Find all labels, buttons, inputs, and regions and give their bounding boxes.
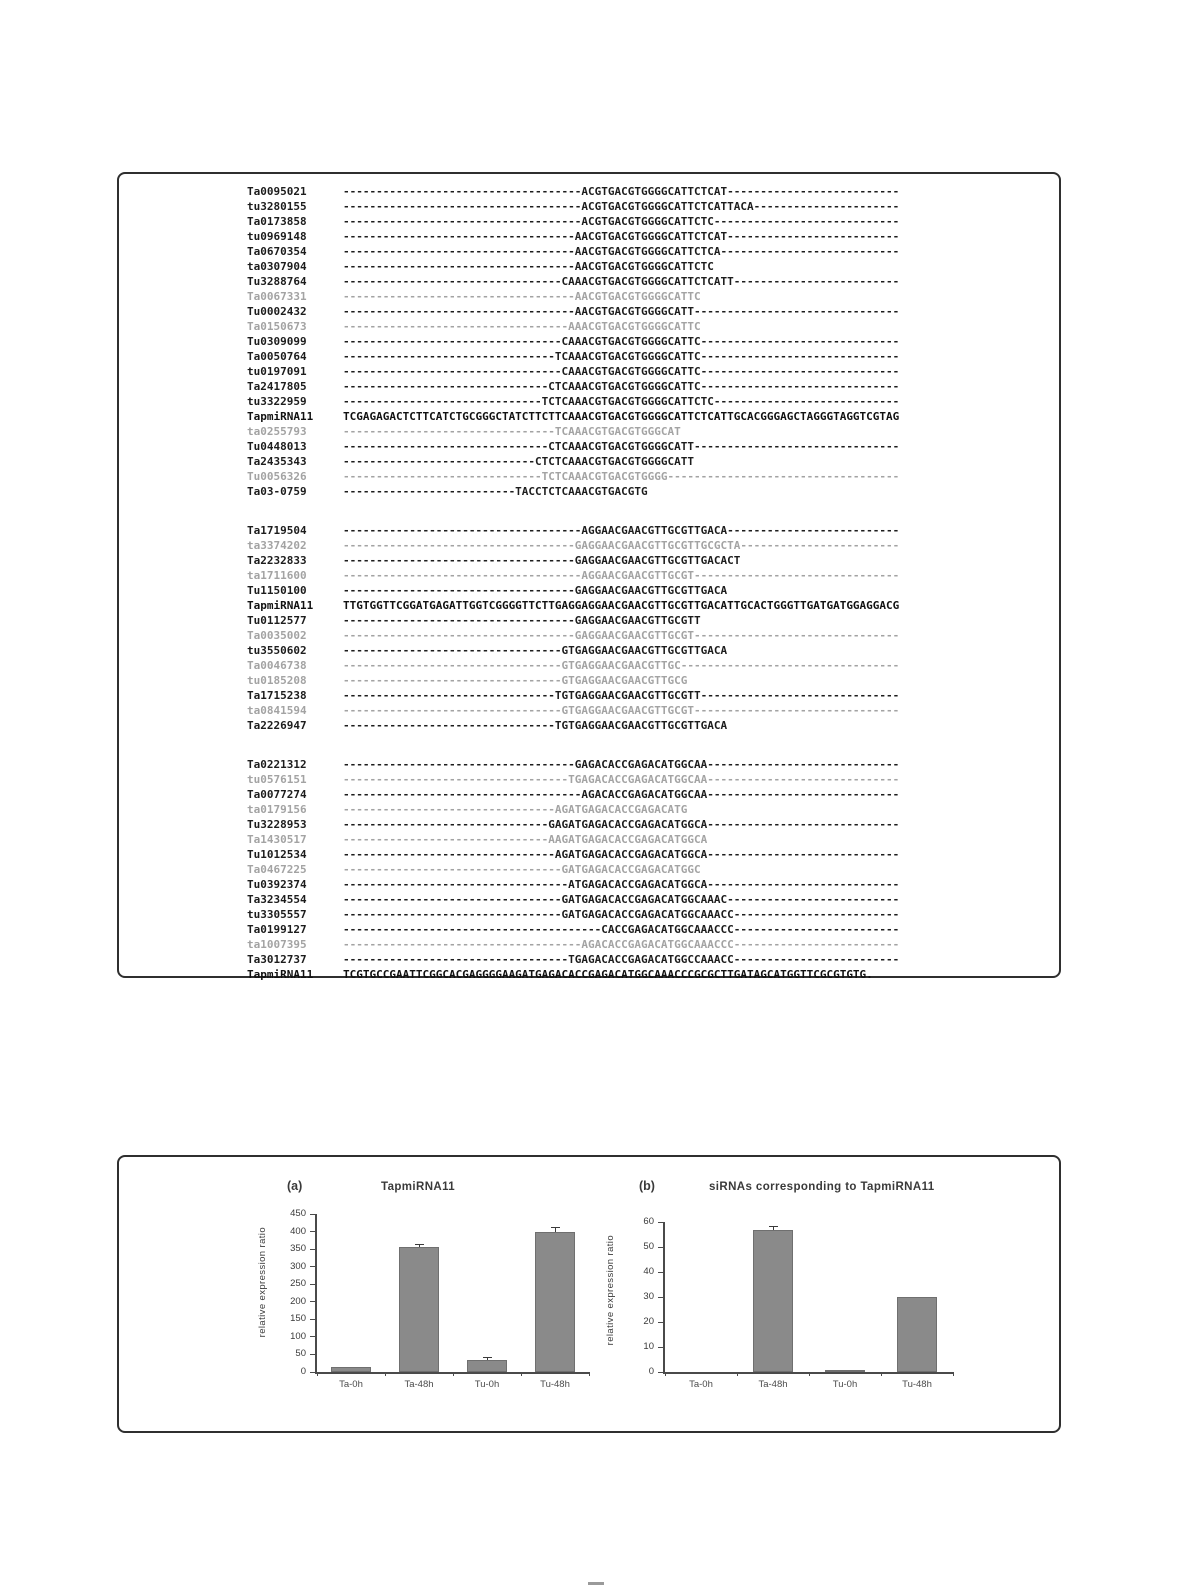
- panel-b-plot: [643, 1216, 953, 1390]
- alignment-row: [247, 364, 1059, 379]
- sequence-id: Tu0448013: [247, 440, 307, 453]
- x-axis-tick: [881, 1372, 882, 1376]
- sequence-id: Tu3228953: [247, 818, 307, 831]
- bar-Ta-0h: [331, 1367, 371, 1372]
- x-axis-label: Tu-48h: [902, 1379, 932, 1390]
- sequence-text: TCGTGCCGAATTCGGCACGAGGGGAAGATGAGACACCGAGACATGGCAAACCCGCGCTTGATAGCATGGTTCGCGTGTG.: [343, 968, 873, 981]
- alignment-row: [247, 817, 1059, 832]
- y-axis-tick-label: 0: [300, 1366, 306, 1377]
- alignment-row: [247, 613, 1059, 628]
- alignment-row: [247, 379, 1059, 394]
- y-axis-tick-label: 200: [290, 1295, 306, 1307]
- panel-b-ylabel: relative expression ratio: [605, 1235, 616, 1346]
- sequence-id: ta0179156: [247, 803, 307, 816]
- sequence-id: Ta2232833: [247, 554, 307, 567]
- sequence-text: ------------------------------TCTCAAACGTGACGTGGGG-----------------------------------: [343, 470, 900, 483]
- alignment-row: [247, 454, 1059, 469]
- alignment-row: [247, 643, 1059, 658]
- sequence-id: tu3322959: [247, 395, 307, 408]
- y-axis-tick-label: 450: [290, 1208, 306, 1219]
- sequence-text: -----------------------------------GAGGAACGAACGTTGCGTTGACA: [343, 584, 728, 597]
- x-axis-tick: [589, 1372, 590, 1376]
- sequence-text: --------------------------------TCAAACGTGACGTGGGGCATTC------------------------------: [343, 350, 900, 363]
- x-axis-label: Ta-48h: [404, 1379, 434, 1390]
- sequence-text: -----------------------------------GAGGAACGAACGTTGCGTTGACACT: [343, 554, 741, 567]
- alignment-row: [247, 439, 1059, 454]
- sequence-text: --------------------------------TCAAACGTGACGTGGGCAT: [343, 425, 681, 438]
- alignment-row: [247, 568, 1059, 583]
- alignment-row: [247, 892, 1059, 907]
- error-bar-cap: [551, 1227, 560, 1228]
- x-axis-label: Tu-48h: [540, 1379, 570, 1390]
- x-axis-label: Ta-0h: [689, 1379, 713, 1390]
- error-bar-cap: [415, 1244, 424, 1245]
- alignment-row: [247, 259, 1059, 274]
- sequence-text: ------------------------------------AGGAACGAACGTTGCGTTGACA--------------------------: [343, 524, 900, 537]
- x-axis-tick: [521, 1372, 522, 1376]
- sequence-id: Ta0173858: [247, 215, 307, 228]
- y-axis-tick: [310, 1336, 315, 1337]
- alignment-row: [247, 553, 1059, 568]
- sequence-id: Ta1715238: [247, 689, 307, 702]
- y-axis-tick: [310, 1231, 315, 1232]
- sequence-id: Ta0050764: [247, 350, 307, 363]
- alignment-row: [247, 484, 1059, 499]
- sequence-id: Ta0095021: [247, 185, 307, 198]
- alignment-row: [247, 688, 1059, 703]
- block-gap: [247, 499, 1059, 523]
- sequence-text: -----------------------------------GAGACACCGAGACATGGCAA-----------------------------: [343, 758, 900, 771]
- alignment-row: [247, 658, 1059, 673]
- sequence-text: -------------------------------AAGATGAGACACCGAGACATGGCA: [343, 833, 708, 846]
- sequence-text: ---------------------------------GTGAGGAACGAACGTTGC---------------------------------: [343, 659, 900, 672]
- sequence-id: ta0307904: [247, 260, 307, 273]
- alignment-row: [247, 862, 1059, 877]
- sequence-text: -----------------------------------AACGTGACGTGGGGCATTC: [343, 290, 701, 303]
- sequence-text: -------------------------------GAGATGAGACACCGAGACATGGCA-----------------------------: [343, 818, 900, 831]
- sequence-id: tu0969148: [247, 230, 307, 243]
- sequence-text: ---------------------------------------CACCGAGACATGGCAAACCC-------------------------: [343, 923, 900, 936]
- y-axis-tick: [658, 1347, 663, 1348]
- y-axis-tick-label: 60: [643, 1216, 654, 1227]
- sequence-id: Ta0467225: [247, 863, 307, 876]
- y-axis-tick: [310, 1214, 315, 1215]
- alignment-row: [247, 718, 1059, 733]
- y-axis-tick: [658, 1322, 663, 1323]
- x-axis-tick: [953, 1372, 954, 1376]
- y-axis-tick-label: 50: [643, 1241, 654, 1252]
- error-bar-cap: [769, 1226, 778, 1227]
- sequence-text: ------------------------------------AGACACCGAGACATGGCAAACCC-------------------------: [343, 938, 900, 951]
- panel-b-label: (b): [639, 1179, 655, 1193]
- panel-a-title: TapmiRNA11: [381, 1181, 456, 1193]
- sequence-id: Ta0150673: [247, 320, 307, 333]
- sequence-id: Tu1012534: [247, 848, 307, 861]
- y-axis-tick-label: 400: [290, 1225, 306, 1237]
- sequence-text: ---------------------------------GTGAGGAACGAACGTTGCGT-------------------------------: [343, 704, 900, 717]
- y-axis-tick: [310, 1249, 315, 1250]
- y-axis-tick: [658, 1272, 663, 1273]
- sequence-id: Ta0046738: [247, 659, 307, 672]
- alignment-row: [247, 319, 1059, 334]
- sequence-text: ------------------------------------AGACACCGAGACATGGCAA-----------------------------: [343, 788, 900, 801]
- alignment-row: [247, 274, 1059, 289]
- y-axis-tick-label: 0: [648, 1366, 654, 1377]
- sequence-id: Tu0309099: [247, 335, 307, 348]
- alignment-row: [247, 628, 1059, 643]
- alignment-row: [247, 394, 1059, 409]
- alignment-reference-row: [247, 967, 1059, 982]
- sequence-text: --------------------------TACCTCTCAAACGTGACGTG: [343, 485, 648, 498]
- block-gap: [247, 733, 1059, 757]
- sequence-id: tu3305557: [247, 908, 307, 921]
- sequence-text: -----------------------------CTCTCAAACGTGACGTGGGGCATT: [343, 455, 694, 468]
- panel-a-label: (a): [287, 1179, 303, 1193]
- y-axis-tick: [310, 1301, 315, 1302]
- alignment-row: [247, 832, 1059, 847]
- y-axis-tick-label: 40: [643, 1266, 654, 1277]
- sequence-id: ta1711600: [247, 569, 307, 582]
- bar-Tu-0h: [825, 1370, 865, 1373]
- sequence-id: ta1007395: [247, 938, 307, 951]
- sequence-text: --------------------------------TGTGAGGAACGAACGTTGCGTTGACA: [343, 719, 728, 732]
- alignment-row: [247, 847, 1059, 862]
- sequence-id: tu0185208: [247, 674, 307, 687]
- panel-b-title: siRNAs corresponding to TapmiRNA11: [709, 1181, 935, 1193]
- sequence-id: Tu0112577: [247, 614, 307, 627]
- sequence-id: Ta3234554: [247, 893, 307, 906]
- y-axis-tick-label: 30: [643, 1291, 654, 1302]
- alignment-reference-row: [247, 598, 1059, 613]
- sequence-text: ----------------------------------TGAGACACCGAGACATGGCAA-----------------------------: [343, 773, 900, 786]
- alignment-row: [247, 772, 1059, 787]
- sequence-id: Tu0392374: [247, 878, 307, 891]
- x-axis-label: Tu-0h: [474, 1379, 500, 1390]
- sequence-text: -----------------------------------AACGTGACGTGGGGCATT-------------------------------: [343, 305, 900, 318]
- sequence-text: -----------------------------------AACGTGACGTGGGGCATTCTC: [343, 260, 714, 273]
- sequence-text: ---------------------------------GTGAGGAACGAACGTTGCG: [343, 674, 688, 687]
- alignment-row: [247, 937, 1059, 952]
- x-axis-label: Tu-0h: [832, 1379, 858, 1390]
- sequence-text: ---------------------------------GATGAGACACCGAGACATGGCAAACC-------------------------: [343, 908, 900, 921]
- panel-a-ylabel: relative expression ratio: [257, 1227, 268, 1338]
- y-axis-tick: [310, 1266, 315, 1267]
- sequence-id: Ta2417805: [247, 380, 307, 393]
- x-axis-label: Ta-0h: [339, 1379, 363, 1390]
- sequence-id: Ta3012737: [247, 953, 307, 966]
- y-axis-tick: [310, 1372, 315, 1373]
- sequence-text: ---------------------------------CAAACGTGACGTGGGGCATTCTCATT-------------------------: [343, 275, 900, 288]
- sequence-text: -----------------------------------AACGTGACGTGGGGCATTCTCAT--------------------------: [343, 230, 900, 243]
- alignment-row: [247, 244, 1059, 259]
- y-axis-tick-label: 300: [290, 1260, 306, 1272]
- bar-Ta-48h: [753, 1230, 793, 1373]
- sequence-id: tu3280155: [247, 200, 307, 213]
- sequence-id: Ta0077274: [247, 788, 307, 801]
- alignment-row: [247, 583, 1059, 598]
- x-axis-tick: [385, 1372, 386, 1376]
- alignment-reference-row: [247, 409, 1059, 424]
- alignment-row: [247, 802, 1059, 817]
- alignment-row: [247, 952, 1059, 967]
- sequence-text: ----------------------------------TGAGACACCGAGACATGGCCAAACC-------------------------: [343, 953, 900, 966]
- sequence-id: TapmiRNA11: [247, 968, 314, 981]
- alignment-row: [247, 214, 1059, 229]
- alignment-row: [247, 229, 1059, 244]
- sequence-text: ------------------------------------AGGAACGAACGTTGCGT-------------------------------: [343, 569, 900, 582]
- sequence-id: Ta2226947: [247, 719, 307, 732]
- sequence-id: Ta1430517: [247, 833, 307, 846]
- sequence-id: ta0841594: [247, 704, 307, 717]
- bar-Tu-48h: [535, 1232, 575, 1372]
- y-axis-tick-label: 350: [290, 1243, 306, 1255]
- sequence-text: ------------------------------------ACGTGACGTGGGGCATTCTCATTACA----------------------: [343, 200, 900, 213]
- sequence-text: ------------------------------TCTCAAACGTGACGTGGGGCATTCTC----------------------------: [343, 395, 900, 408]
- alignment-row: [247, 523, 1059, 538]
- alignment-row: [247, 424, 1059, 439]
- sequence-id: TapmiRNA11: [247, 599, 314, 612]
- y-axis-tick: [310, 1354, 315, 1355]
- x-axis-tick: [453, 1372, 454, 1376]
- alignment-row: [247, 787, 1059, 802]
- alignment-row: [247, 907, 1059, 922]
- y-axis-tick: [658, 1247, 663, 1248]
- sequence-id: Ta03-0759: [247, 485, 307, 498]
- error-bar-cap: [483, 1357, 492, 1358]
- y-axis-tick-label: 50: [295, 1348, 306, 1360]
- sequence-id: ta0255793: [247, 425, 307, 438]
- alignment-row: [247, 538, 1059, 553]
- sequence-id: Ta1719504: [247, 524, 307, 537]
- alignment-row: [247, 469, 1059, 484]
- sequence-id: Ta0035002: [247, 629, 307, 642]
- sequence-id: Tu3288764: [247, 275, 307, 288]
- x-axis-tick: [737, 1372, 738, 1376]
- y-axis-tick-label: 100: [290, 1330, 306, 1342]
- x-axis-tick: [317, 1372, 318, 1376]
- y-axis-tick-label: 150: [290, 1313, 306, 1325]
- sequence-text: ---------------------------------CAAACGTGACGTGGGGCATTC------------------------------: [343, 335, 900, 348]
- sequence-text: ---------------------------------GATGAGACACCGAGACATGGC: [343, 863, 701, 876]
- sequence-text: ----------------------------------AAACGTGACGTGGGGCATTC: [343, 320, 701, 333]
- sequence-id: tu3550602: [247, 644, 307, 657]
- sequence-id: Tu0002432: [247, 305, 307, 318]
- x-axis-label: Ta-48h: [758, 1379, 788, 1390]
- panel-a-plot: [290, 1208, 589, 1390]
- alignment-row: [247, 199, 1059, 214]
- bar-Ta-48h: [399, 1247, 439, 1372]
- sequence-text: TCGAGAGACTCTTCATCTGCGGGCTATCTTCTTCAAACGTGACGTGGGGCATTCTCATTGCACGGGAGCTAGGGTAGGTCGTAG: [343, 410, 900, 423]
- error-bar-stem: [487, 1358, 488, 1360]
- y-axis-tick-label: 250: [290, 1278, 306, 1290]
- alignment-row: [247, 703, 1059, 718]
- alignment-row: [247, 673, 1059, 688]
- sequence-id: tu0197091: [247, 365, 307, 378]
- alignment-row: [247, 757, 1059, 772]
- sequence-id: Ta0670354: [247, 245, 307, 258]
- sequence-id: Tu1150100: [247, 584, 307, 597]
- y-axis-tick-label: 20: [643, 1316, 654, 1327]
- sequence-text: ---------------------------------GATGAGACACCGAGACATGGCAAAC--------------------------: [343, 893, 900, 906]
- sequence-text: -----------------------------------GAGGAACGAACGTTGCGTTGCGCTA------------------------: [343, 539, 900, 552]
- x-axis-tick: [665, 1372, 666, 1376]
- y-axis-tick: [658, 1297, 663, 1298]
- sequence-text: TTGTGGTTCGGATGAGATTGGTCGGGGTTCTTGAGGAGGAACGAACGTTGCGTTGACATTGCACTGGGTTGATGATGGAGGACG: [343, 599, 900, 612]
- error-bar-stem: [773, 1227, 774, 1230]
- sequence-alignment-figure: [117, 172, 1061, 981]
- sequence-text: ----------------------------------ATGAGACACCGAGACATGGCA-----------------------------: [343, 878, 900, 891]
- sequence-text: ---------------------------------CAAACGTGACGTGGGGCATTC------------------------------: [343, 365, 900, 378]
- sequence-text: -------------------------------CTCAAACGTGACGTGGGGCATT-------------------------------: [343, 440, 900, 453]
- sequence-text: -------------------------------CTCAAACGTGACGTGGGGCATTC------------------------------: [343, 380, 900, 393]
- sequence-text: --------------------------------TGTGAGGAACGAACGTTGCGTT------------------------------: [343, 689, 900, 702]
- sequence-text: ---------------------------------GTGAGGAACGAACGTTGCGTTGACA: [343, 644, 728, 657]
- alignment-row: [247, 349, 1059, 364]
- sequence-id: Ta2435343: [247, 455, 307, 468]
- expression-charts-figure: [117, 1155, 1061, 1433]
- alignment-row: [247, 289, 1059, 304]
- sequence-id: Tu0056326: [247, 470, 307, 483]
- sequence-id: Ta0199127: [247, 923, 307, 936]
- sequence-id: Ta0221312: [247, 758, 307, 771]
- sequence-text: ------------------------------------ACGTGACGTGGGGCATTCTCAT--------------------------: [343, 185, 900, 198]
- page-footer-mark: [588, 1582, 604, 1585]
- y-axis-tick: [658, 1372, 663, 1373]
- sequence-text: ------------------------------------ACGTGACGTGGGGCATTCTC----------------------------: [343, 215, 900, 228]
- sequence-text: -----------------------------------GAGGAACGAACGTTGCGT-------------------------------: [343, 629, 900, 642]
- sequence-id: TapmiRNA11: [247, 410, 314, 423]
- y-axis-tick-label: 10: [643, 1341, 654, 1352]
- alignment-row: [247, 304, 1059, 319]
- alignment-content: [119, 174, 1059, 982]
- error-bar-stem: [419, 1245, 420, 1248]
- y-axis-tick: [310, 1284, 315, 1285]
- error-bar-stem: [555, 1228, 556, 1232]
- bar-Tu-48h: [897, 1297, 937, 1372]
- bar-Tu-0h: [467, 1360, 507, 1372]
- sequence-id: tu0576151: [247, 773, 307, 786]
- alignment-row: [247, 184, 1059, 199]
- x-axis-tick: [809, 1372, 810, 1376]
- alignment-row: [247, 334, 1059, 349]
- sequence-text: -----------------------------------GAGGAACGAACGTTGCGTT: [343, 614, 701, 627]
- y-axis-tick: [658, 1222, 663, 1223]
- alignment-row: [247, 877, 1059, 892]
- sequence-text: --------------------------------AGATGAGACACCGAGACATG: [343, 803, 688, 816]
- sequence-id: Ta0067331: [247, 290, 307, 303]
- alignment-row: [247, 922, 1059, 937]
- sequence-text: -----------------------------------AACGTGACGTGGGGCATTCTCA---------------------------: [343, 245, 900, 258]
- sequence-id: ta3374202: [247, 539, 307, 552]
- y-axis-tick: [310, 1319, 315, 1320]
- sequence-text: --------------------------------AGATGAGACACCGAGACATGGCA-----------------------------: [343, 848, 900, 861]
